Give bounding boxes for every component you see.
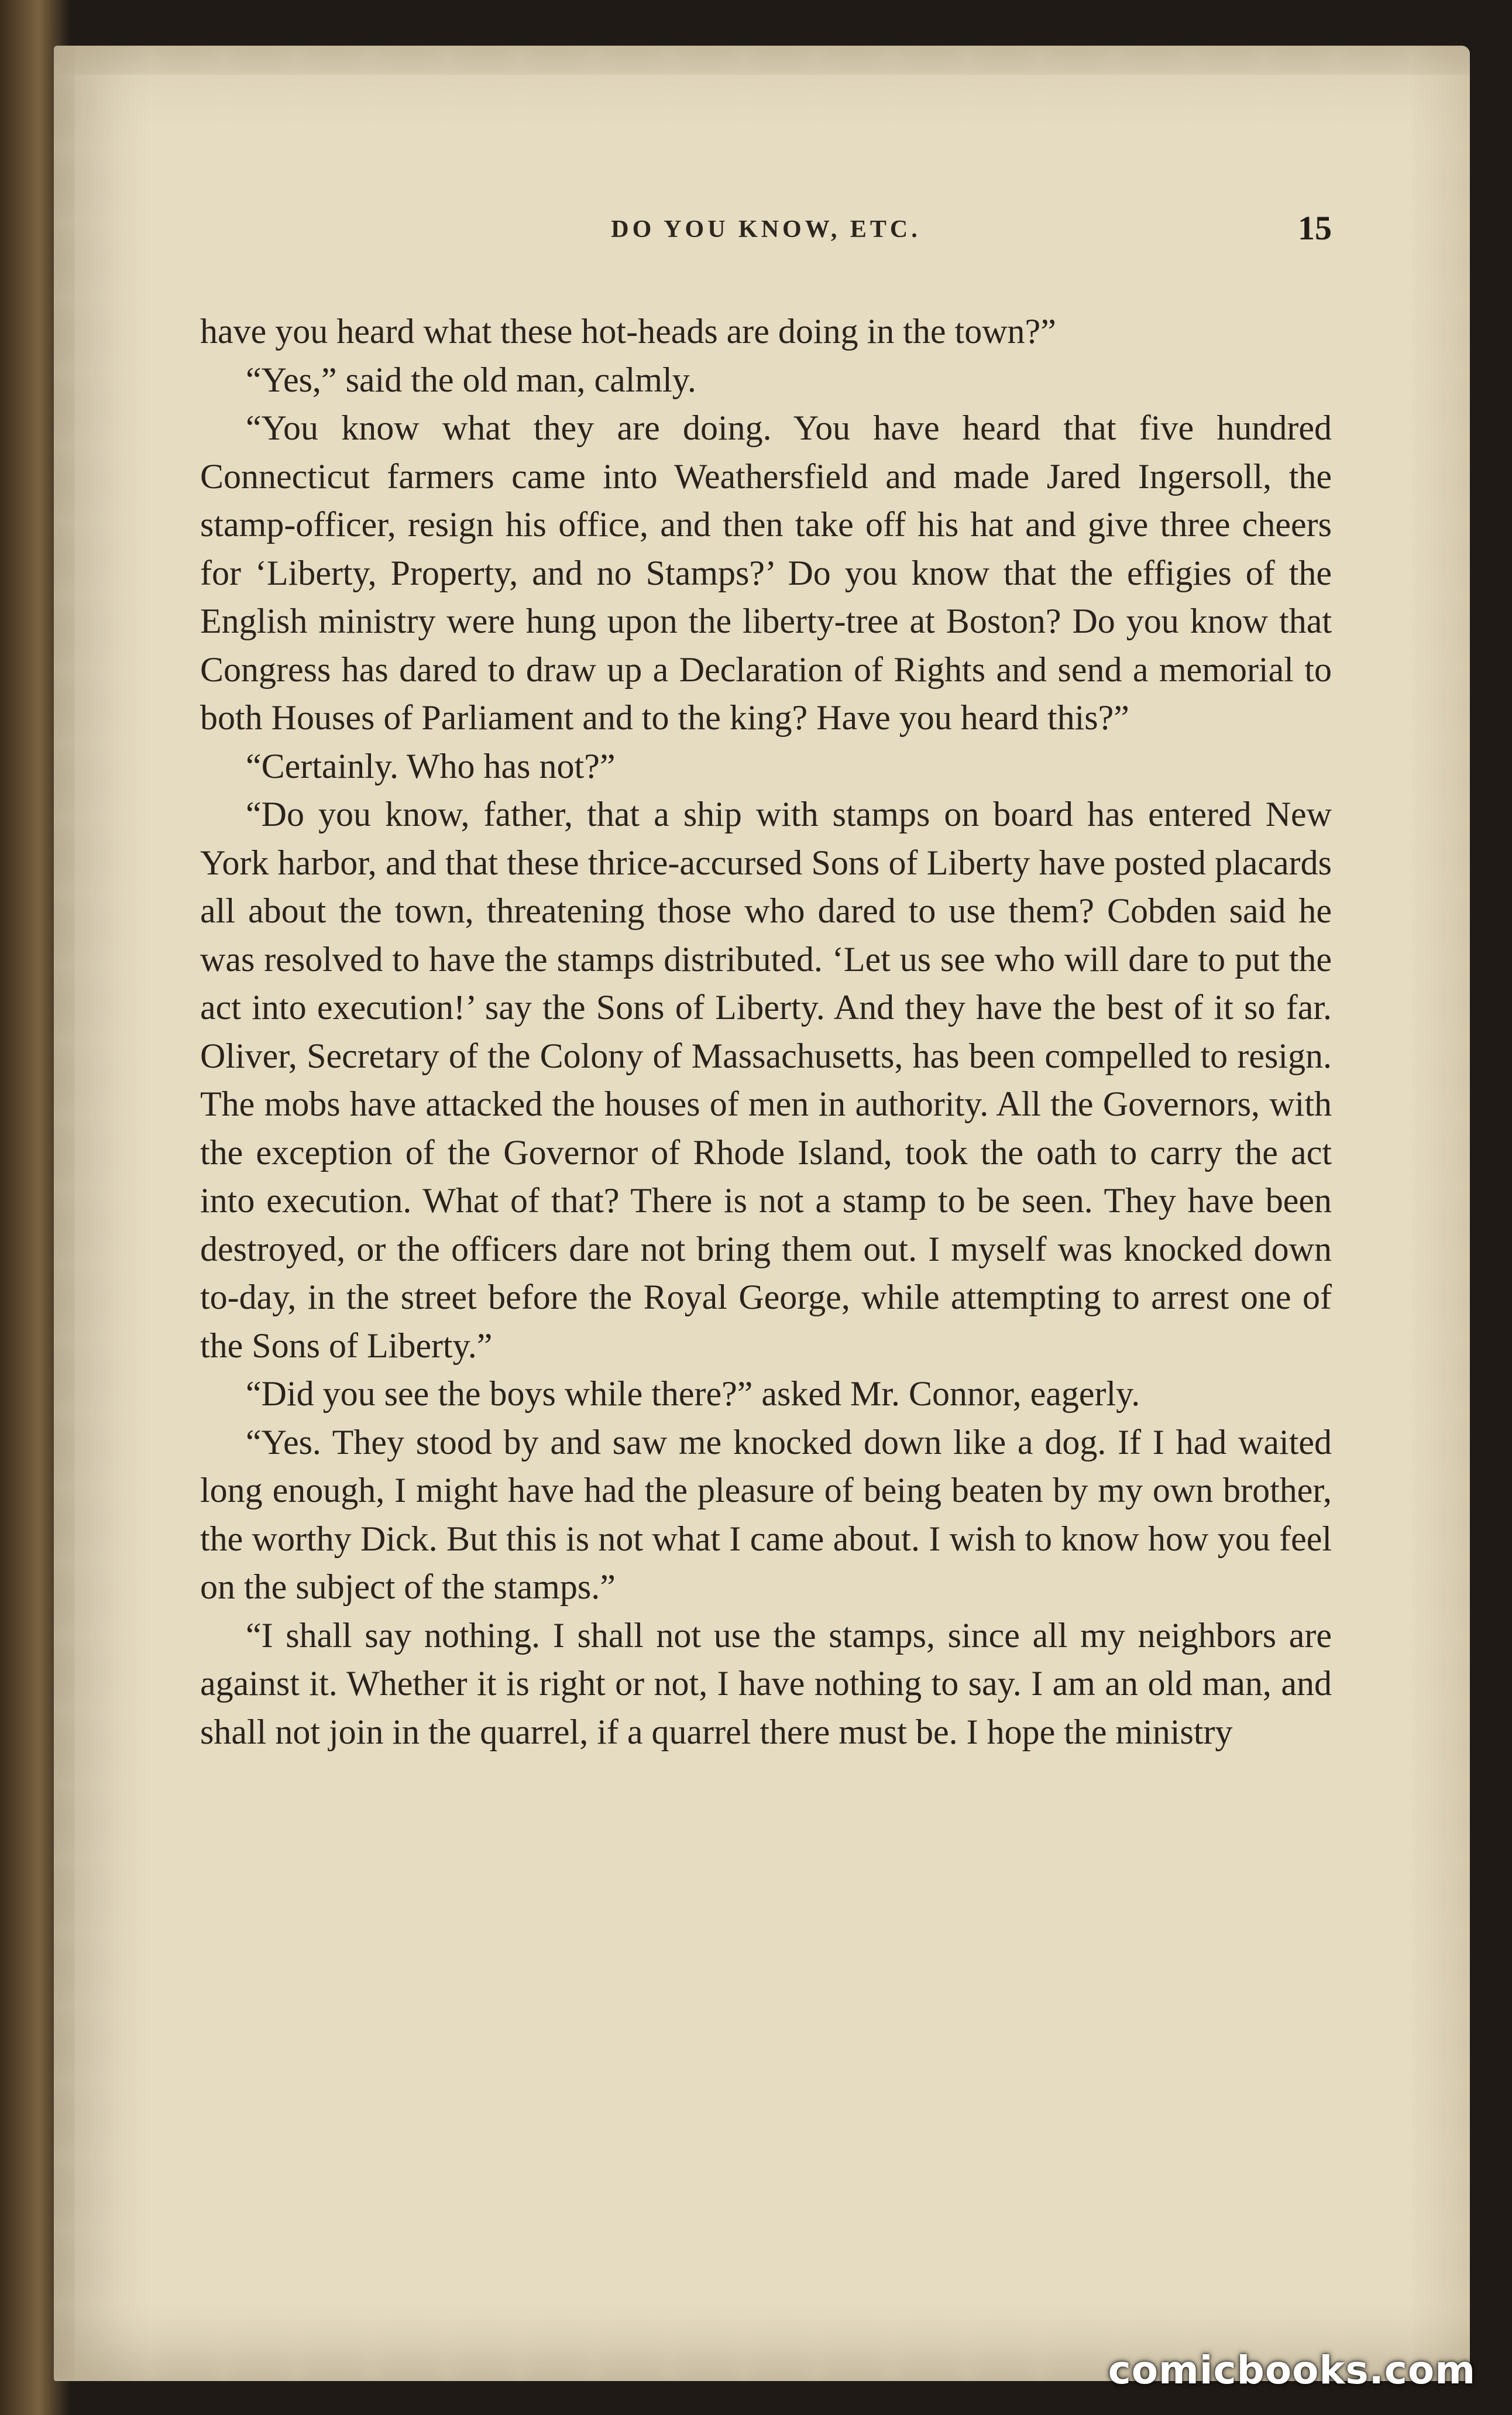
running-head: DO YOU KNOW, ETC.: [611, 216, 921, 243]
body-text: [200, 307, 1332, 2210]
paragraph: “Do you know, father, that a ship with stamps on board has entered New York harbor, and that these thrice-accursed Sons of Liberty have posted placards all about the town, threatening those who dared to use them? Cobden said he was resolved to have the stamps distributed. ‘Let us see who will dare to put the act into execution!’ say the Sons of Liberty. And they have the best of it so far. Oliver, Secretary of the Colony of Massachusetts, has been compelled to resign. The mobs have attacked the houses of men in authority. All the Governors, with the exception of the Governor of Rhode Island, took the oath to carry the act into execution. What of that? There is not a stamp to be seen. They have been destroyed, or the officers dare not bring them out. I myself was knocked down to-day, in the street before the Royal George, while attempting to arrest one of the Sons of Liberty.”: [200, 795, 1332, 1365]
paragraph: “Yes. They stood by and saw me knocked down like a dog. If I had waited long enough, I might have had the pleasure of being beaten by my own brother, the worthy Dick. But this is not what I came about. I wish to know how you feel on the subject of the stamps.”: [200, 1422, 1332, 1606]
paragraph: “Yes,” said the old man, calmly.: [246, 360, 696, 399]
watermark: comicbooks.com: [1108, 2348, 1476, 2393]
paragraph: “Certainly. Who has not?”: [246, 746, 616, 785]
paragraph: “You know what they are doing. You have heard that five hundred Connecticut farmers came into Weathersfield and made Jared Ingersoll, the stamp-officer, resign his office, and then take off his hat and give three cheers for ‘Liberty, Property, and no Stamps?’ Do you know that the effigies of the English ministry were hung upon the liberty-tree at Boston? Do you know that Congress has dared to draw up a Declaration of Rights and send a memorial to both Houses of Parliament and to the king? Have you heard this?”: [200, 409, 1332, 737]
page-number: 15: [1298, 209, 1332, 247]
paragraph: have you heard what these hot-heads are doing in the town?”: [200, 312, 1056, 351]
paragraph: “Did you see the boys while there?” asked Mr. Connor, eagerly.: [246, 1374, 1140, 1413]
page-header: [200, 208, 1332, 261]
paragraph: “I shall say nothing. I shall not use the stamps, since all my neighbors are against it. Whether it is right or not, I have nothing to say. I am an old man, and shall not join in the quarrel, if a quarrel there must be. I hope the ministry: [200, 1615, 1332, 1751]
